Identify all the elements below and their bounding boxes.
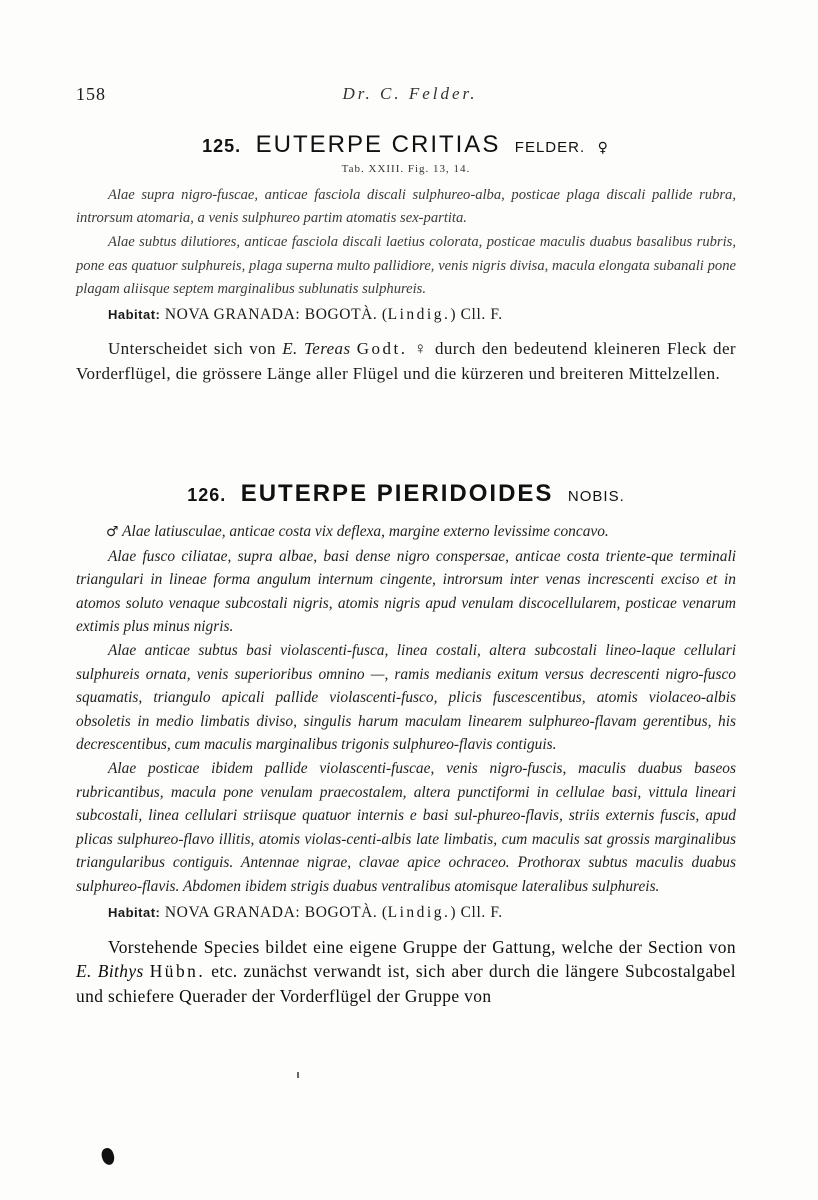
paper-speck xyxy=(297,1072,299,1078)
female-symbol-icon: ♀ xyxy=(597,140,610,156)
species-name: EUTERPE PIERIDOIDES xyxy=(240,480,554,507)
habitat-label: Habitat: xyxy=(108,307,161,323)
species-author: NOBIS. xyxy=(567,488,625,505)
male-symbol-icon: ♂ xyxy=(106,524,119,540)
species-number: 126. xyxy=(187,485,227,505)
plate-reference: Tab. XXIII. Fig. 13, 14. xyxy=(341,163,471,175)
habitat-label: Habitat: xyxy=(108,904,161,920)
latin-paragraph: Alae fusco ciliatae, supra albae, basi dense nigro conspersae, anticae costa triente-que terminali triangulari in lineae forma angulum internum cingente, introrsum inter venas increscenti exciso et in atomos soluto venaque subcostali nigris, atomis nigris apud venulam discocellularem, posticae venarum extimis plus minus nigris. xyxy=(76,547,736,636)
latin-text: Alae latiusculae, anticae costa vix deflexa, margine externo levissime concavo. xyxy=(122,523,609,540)
latin-description xyxy=(76,184,736,301)
latin-paragraph: Alae subtus dilutiores, anticae fasciola discali laetius colorata, posticae maculis duabus basalibus rubris, pone eas quatuor sulphureis, plaga superna multo pallidiore, venis nigris divisa, macula elongata subanali pone plagam aliisque septem marginalibus sublunatis sulphureis. xyxy=(76,234,736,297)
female-symbol-icon: ♀ xyxy=(413,339,429,359)
latin-description xyxy=(76,520,736,899)
ink-spot xyxy=(100,1147,117,1167)
german-text: Unterscheidet sich von xyxy=(108,339,283,359)
latin-paragraph xyxy=(76,520,736,545)
german-text: etc. zunächst verwandt ist, sich aber durch die längere Subcostalgabel und schiefere Querader der Vorderflügel der Gruppe von xyxy=(76,961,737,1006)
german-text: durch den bedeutend kleineren Fleck der Vorderflügel, die grössere Länge aller Flügel und die kürzeren und breiteren Mittelzellen. xyxy=(76,339,736,383)
author-reference: Godt. xyxy=(356,339,408,359)
species-reference: E. Bithys xyxy=(76,961,144,981)
habitat-line xyxy=(76,901,736,925)
habitat-collector: Lindig. xyxy=(387,903,451,921)
latin-paragraph: Alae supra nigro-fuscae, anticae fasciola discali sulphureo-alba, posticae plaga discali pallide rubra, introrsum atomaria, a venis sulphureo partim atomatis sex-partita. xyxy=(76,187,736,227)
species-author: FELDER. xyxy=(514,139,586,156)
species-reference: E. Tereas xyxy=(282,339,351,359)
latin-paragraph: Alae anticae subtus basi violascenti-fusca, linea costali, altera subcostali lineo-laque cellulari sulphureis ornata, venis superioribus omnino —, ramis medianis exitum versus decrescenti nigro-fusco squamatis, triangulo apicali pallide violascenti-fusco, plicis fuscescentibus, atomis violaceo-albis obsoletis in medio limbatis diviso, singulis harum maculam linearem sulphureo-flavam gerentibus, his decrescentibus, cum maculis marginalibus trigonis sulphureo-flavis contiguis. xyxy=(76,641,736,754)
species-126-section xyxy=(76,480,736,1008)
german-remarks xyxy=(76,337,736,386)
habitat-end: ) Cll. F. xyxy=(450,903,503,921)
page-header xyxy=(76,84,744,112)
latin-paragraph: Alae posticae ibidem pallide violascenti-fuscae, venis nigro-fuscis, maculis duabus baseos rubricantibus, macula pone venulam praecostalem, altera punctiformi in cellulae basi, vittula lineari subcostali, linea cellulari striisque quatuor internis e basi sul-phureo-flavis, striis externis fuscis, apud plicas sulphureo-flavo illitis, atomis violas-centi-albis late limbatis, cum maculis sat grossis marginalibus triangularibus contiguis. Antennae nigrae, clavae apice ochraceo. Prothorax subtus maculis duabus sulphureo-flavis. Abdomen ibidem strigis duabus ventralibus atomisque lateralibus sulphureis. xyxy=(76,759,736,895)
german-remarks xyxy=(76,935,736,1009)
habitat-text: NOVA GRANADA: BOGOTÀ. ( xyxy=(164,306,388,324)
german-text: Vorstehende Species bildet eine eigene Gruppe der Gattung, welche der Section von xyxy=(108,936,736,957)
species-125-title xyxy=(76,131,736,159)
species-125-section xyxy=(76,131,736,386)
species-number: 125. xyxy=(202,136,242,156)
habitat-line xyxy=(76,303,736,327)
page-number: 158 xyxy=(76,84,106,104)
species-name: EUTERPE CRITIAS xyxy=(255,131,501,158)
habitat-collector: Lindig. xyxy=(387,306,451,324)
author-reference: Hübn. xyxy=(149,961,206,981)
species-126-title xyxy=(76,480,736,508)
running-head: Dr. C. Felder. xyxy=(342,84,478,103)
habitat-end: ) Cll. F. xyxy=(450,306,503,324)
habitat-text: NOVA GRANADA: BOGOTÀ. ( xyxy=(164,903,388,921)
